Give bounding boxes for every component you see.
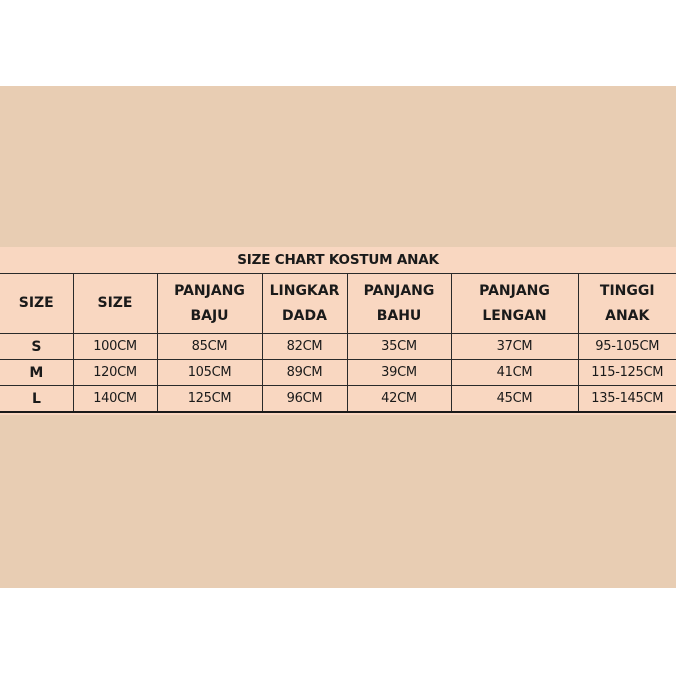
lingkar-dada-cell: 82CM: [262, 334, 347, 360]
header-row: [0, 274, 676, 334]
tinggi-anak-cell: 115-125CM: [578, 360, 676, 386]
header-size-label: SIZE: [0, 274, 73, 334]
chart-title: SIZE CHART KOSTUM ANAK: [237, 252, 439, 268]
panjang-lengan-cell: 37CM: [451, 334, 578, 360]
panjang-bahu-cell: 35CM: [347, 334, 451, 360]
panjang-lengan-cell: 41CM: [451, 360, 578, 386]
header-panjang-bahu: PANJANG BAHU: [347, 274, 451, 334]
tinggi-anak-cell: 135-145CM: [578, 386, 676, 413]
panjang-baju-cell: 85CM: [157, 334, 262, 360]
size-cm-cell: 120CM: [73, 360, 157, 386]
size-chart-table: [0, 273, 676, 413]
panjang-baju-cell: 105CM: [157, 360, 262, 386]
panjang-baju-cell: 125CM: [157, 386, 262, 413]
size-label-cell: L: [0, 386, 73, 413]
panjang-lengan-cell: 45CM: [451, 386, 578, 413]
size-label-cell: S: [0, 334, 73, 360]
lingkar-dada-cell: 96CM: [262, 386, 347, 413]
lingkar-dada-cell: 89CM: [262, 360, 347, 386]
table-row: [0, 386, 676, 413]
table-row: [0, 360, 676, 386]
panjang-bahu-cell: 42CM: [347, 386, 451, 413]
header-tinggi-anak: TINGGI ANAK: [578, 274, 676, 334]
header-size-cm: SIZE: [73, 274, 157, 334]
size-cm-cell: 100CM: [73, 334, 157, 360]
size-cm-cell: 140CM: [73, 386, 157, 413]
header-lingkar-dada: LINGKAR DADA: [262, 274, 347, 334]
panjang-bahu-cell: 39CM: [347, 360, 451, 386]
header-panjang-baju: PANJANG BAJU: [157, 274, 262, 334]
header-panjang-lengan: PANJANG LENGAN: [451, 274, 578, 334]
size-label-cell: M: [0, 360, 73, 386]
tinggi-anak-cell: 95-105CM: [578, 334, 676, 360]
table-row: [0, 334, 676, 360]
